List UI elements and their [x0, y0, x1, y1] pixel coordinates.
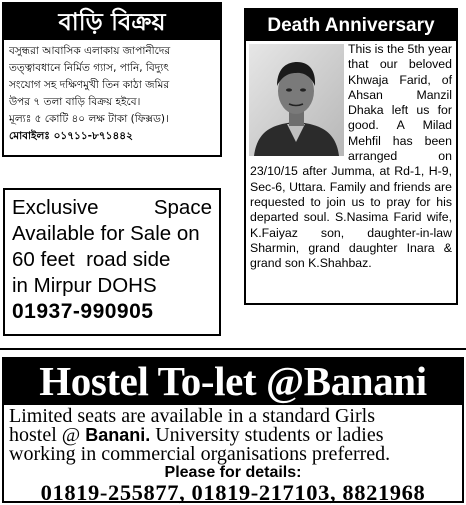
space-ad-line-3: 60 feet road side: [12, 248, 171, 271]
house-sale-line: মূল্যঃ ৫ কোটি ৪০ লক্ষ টাকা (ফিক্সড)।: [9, 113, 169, 125]
house-sale-body: [4, 40, 220, 145]
hostel-line-3: working in commercial organisations preferred.: [9, 443, 391, 465]
house-sale-line: উপর ৭ তলা বাড়ি বিক্রয় হইবে।: [9, 96, 141, 108]
hostel-line-2-post: University students or ladies: [150, 424, 384, 446]
portrait-photo: [249, 44, 344, 156]
death-anniversary-body: This is the 5th year that our beloved Khwaja Farid, of Ahsan Manzil Dhaka left us for good. A Milad Mehfil has been arranged on 23/10/15 after Jumma, at Rd-1, H-9, Sec-6, Uttara. Family and friends are requested to join us to pray for his departed soul. S.Nasima Farid wife, K.Faiyaz son, daughter-in-law Sharmin, grand daughter Inara & grand son K.Shahbaz.: [250, 42, 452, 271]
space-ad-word: Exclusive: [12, 196, 99, 219]
space-ad-word: Space: [153, 196, 212, 219]
house-sale-ad: [2, 2, 222, 157]
house-sale-line: বসুন্ধরা আবাসিক এলাকায় জাপানীদের: [9, 45, 171, 57]
space-ad-line-1: [12, 195, 212, 221]
section-divider: [0, 348, 466, 350]
hostel-title: Hostel To-let @Banani: [2, 357, 464, 405]
hostel-line-1: Limited seats are available in a standard Girls: [9, 405, 375, 427]
house-sale-line: সংযোগ সহ দক্ষিণমুখী তিন কাঠা জমির: [9, 79, 170, 91]
house-sale-title: বাড়ি বিক্রয়: [4, 4, 220, 40]
house-sale-phone: মোবাইলঃ ০১৭১১-৮৭১৪৪২: [9, 130, 133, 142]
death-anniversary-ad: [244, 8, 458, 305]
hostel-to-let-ad: [2, 357, 464, 503]
hostel-line-2-pre: hostel @: [9, 424, 86, 446]
hostel-body: [2, 405, 464, 503]
space-ad-line-2: Available for Sale on: [12, 222, 200, 245]
hostel-phones: 01819-255877, 01819-217103, 8821968: [40, 480, 426, 505]
hostel-details-label: Please for details:: [164, 464, 302, 481]
space-ad-phone: 01937-990905: [12, 300, 154, 323]
house-sale-line: তত্ত্বাবধানে নির্মিত গ্যাস, পানি, বিদ্যুৎ: [9, 62, 169, 74]
exclusive-space-ad: [3, 188, 221, 336]
death-anniversary-title: Death Anniversary: [246, 10, 456, 41]
space-ad-line-4: in Mirpur DOHS: [12, 274, 157, 297]
hostel-location: Banani.: [85, 425, 151, 445]
